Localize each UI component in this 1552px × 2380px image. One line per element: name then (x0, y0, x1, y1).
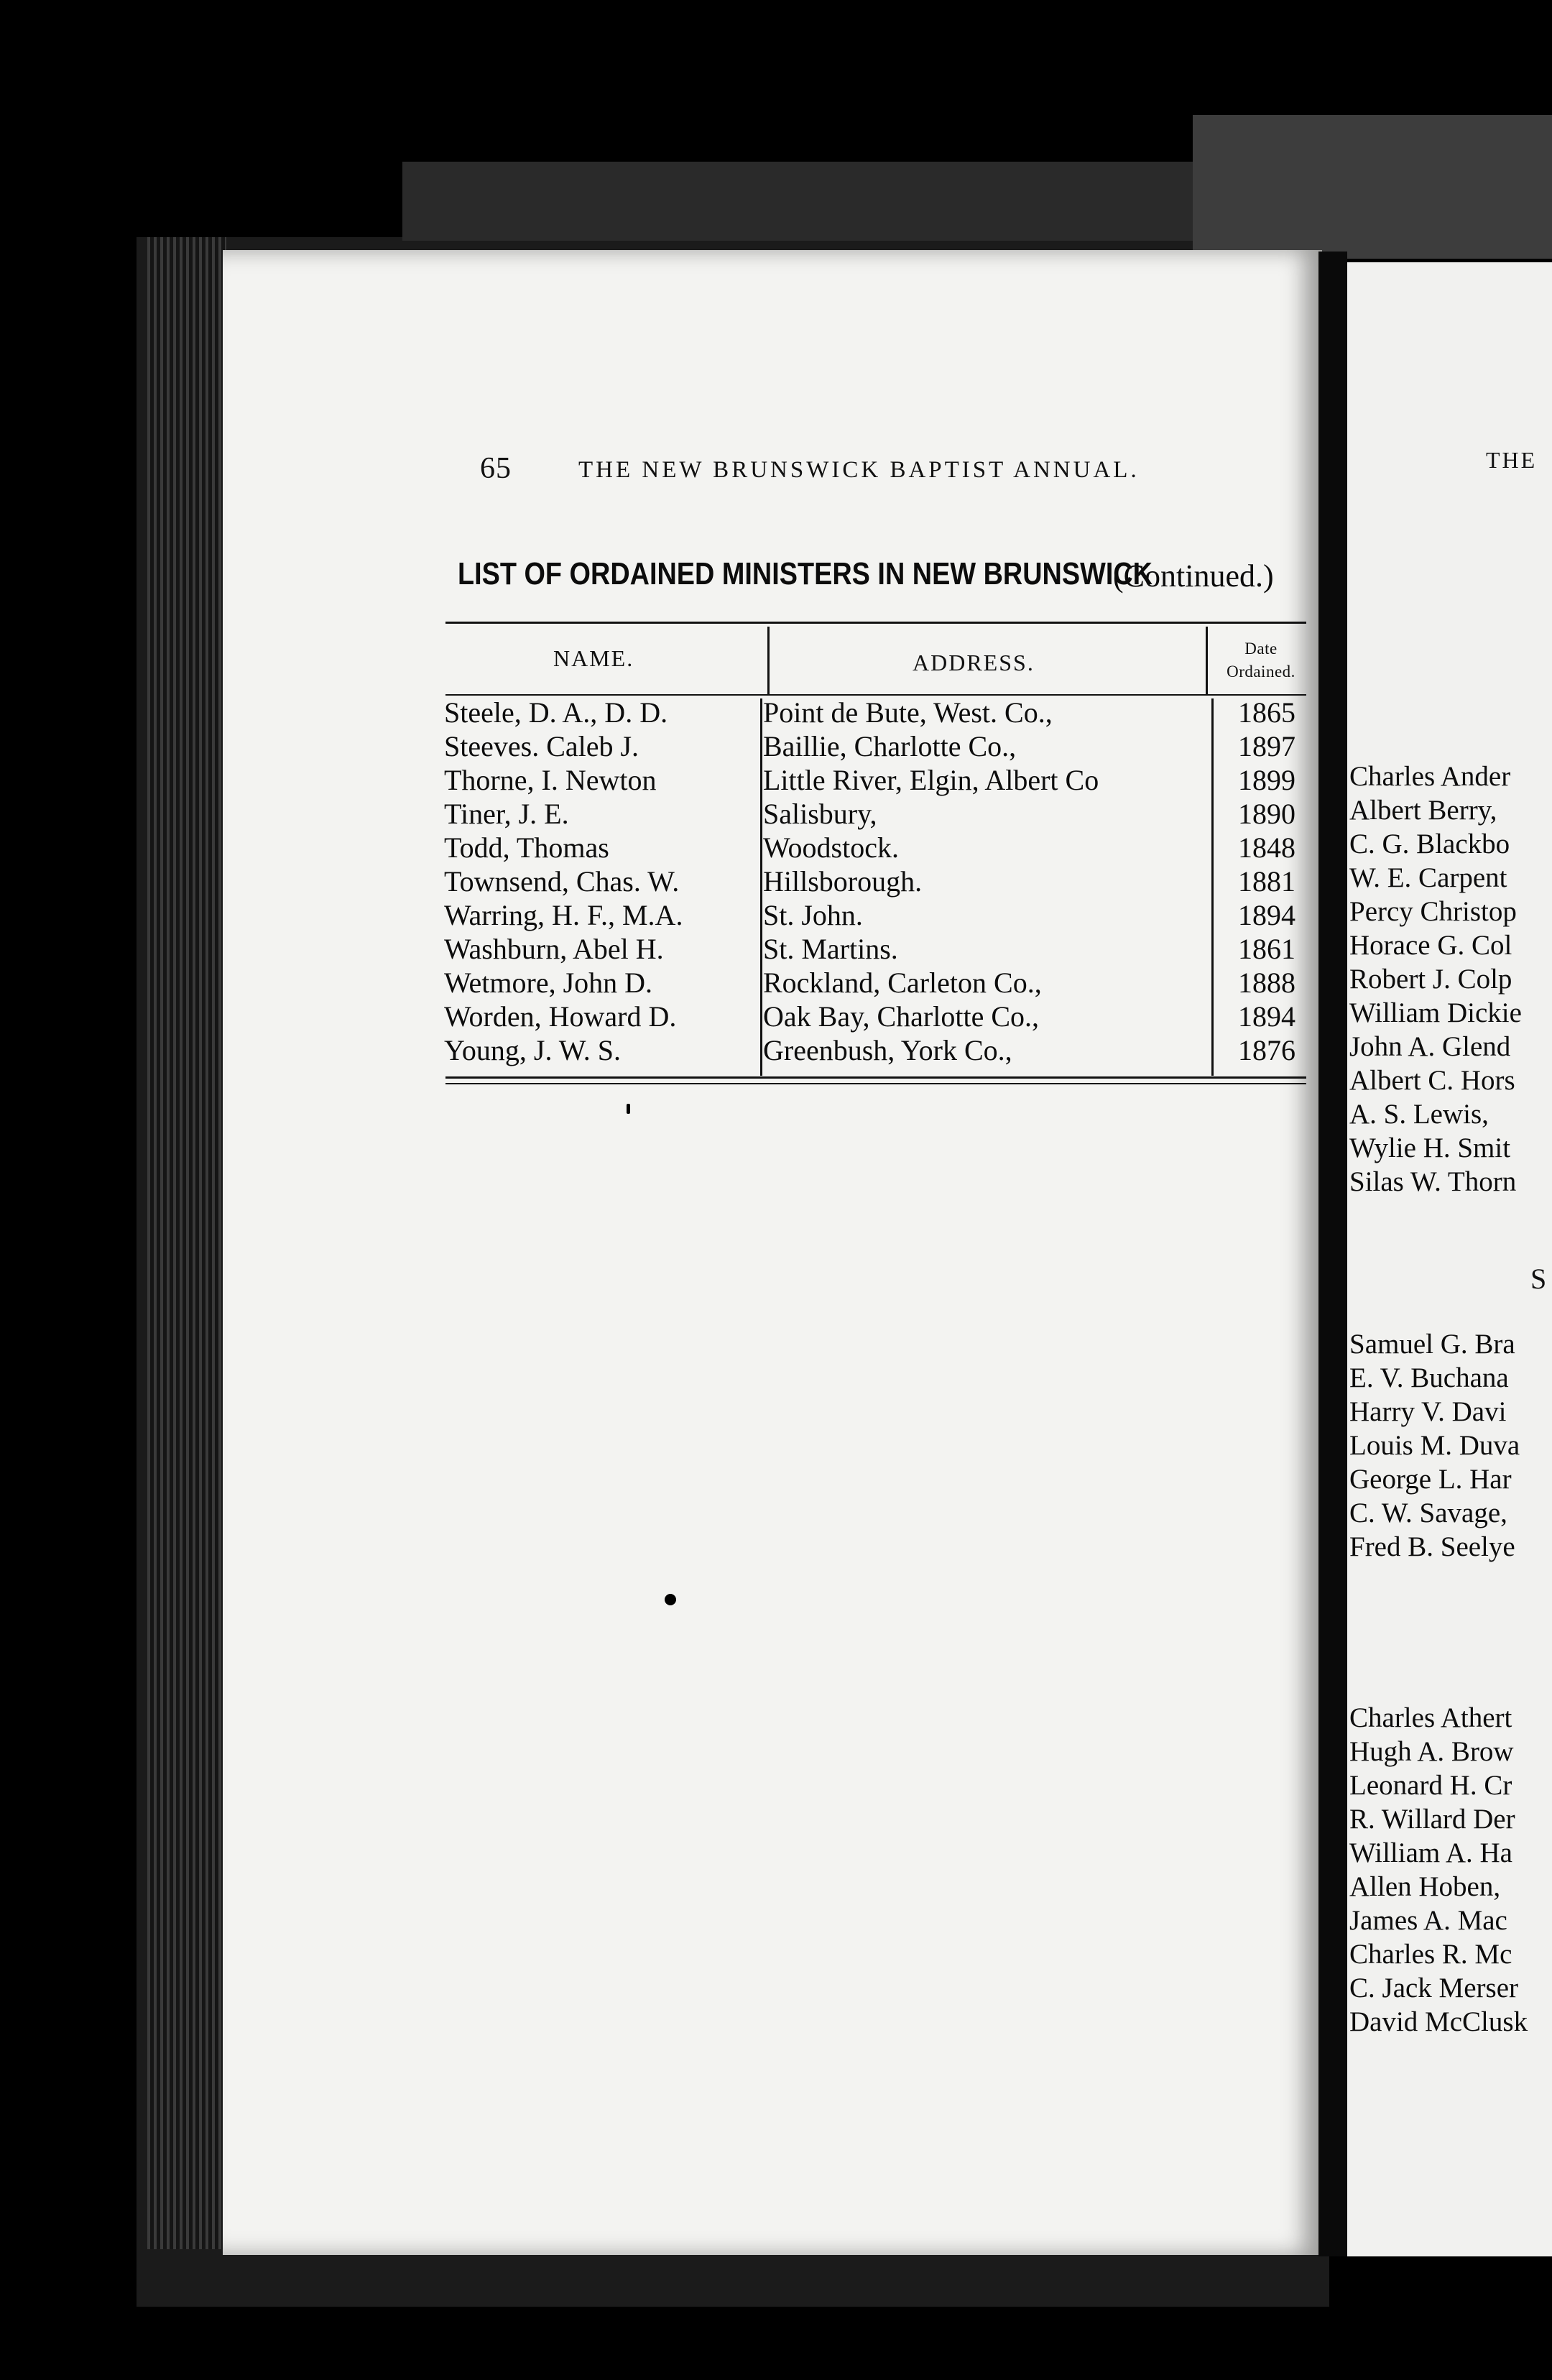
minister-name: Steeves. Caleb J. (444, 730, 639, 762)
list-title-main: LIST OF ORDAINED MINISTERS IN NEW BRUNSWICK (458, 556, 1153, 591)
minister-address: Greenbush, York Co., (763, 1034, 1012, 1066)
right-page-line: C. Jack Merser (1349, 1973, 1519, 2003)
table-top-rule (445, 622, 1306, 624)
list-title-continued: (Continued.) (1113, 558, 1274, 594)
right-page-line: Harry V. Davi (1349, 1396, 1507, 1427)
right-page-line: C. G. Blackbo (1349, 829, 1510, 859)
right-page-line: James A. Mac (1349, 1905, 1507, 1936)
column-header-date (1214, 637, 1308, 683)
right-page-line: Percy Christop (1349, 896, 1517, 927)
list-title (458, 556, 1274, 594)
minister-address: St. John. (763, 899, 863, 931)
table-bottom-rule (445, 1076, 1306, 1079)
right-page-line: Charles Ander (1349, 761, 1511, 792)
date-ordained: 1865 (1238, 696, 1295, 729)
minister-address: Little River, Elgin, Albert Co (763, 764, 1099, 796)
date-ordained: 1897 (1238, 730, 1295, 762)
right-page-line: R. Willard Der (1349, 1804, 1515, 1835)
minister-address: Point de Bute, West. Co., (763, 696, 1053, 729)
minister-address: St. Martins. (763, 933, 898, 965)
minister-name: Steele, D. A., D. D. (444, 696, 668, 729)
right-page-line: Silas W. Thorn (1349, 1166, 1517, 1197)
date-ordained: 1894 (1238, 1000, 1295, 1033)
column-divider-body-2 (1211, 698, 1214, 1076)
right-page-section-letter: S (1530, 1263, 1547, 1295)
minister-name: Tiner, J. E. (444, 798, 569, 830)
column-divider-body-1 (760, 698, 762, 1076)
right-page-line: William Dickie (1349, 997, 1522, 1028)
right-page-line: Albert C. Hors (1349, 1065, 1515, 1096)
right-page-line: Samuel G. Bra (1349, 1329, 1515, 1360)
ink-spot (627, 1104, 630, 1114)
right-page-line: A. S. Lewis, (1349, 1099, 1489, 1130)
date-ordained: 1876 (1238, 1034, 1295, 1066)
minister-address: Hillsborough. (763, 865, 923, 898)
right-page-line: John A. Glend (1349, 1031, 1511, 1062)
date-ordained: 1848 (1238, 831, 1295, 864)
minister-name: Wetmore, John D. (444, 967, 653, 999)
right-page-line: Albert Berry, (1349, 795, 1497, 826)
page-edges (147, 237, 226, 2249)
page-number: 65 (480, 452, 512, 485)
right-page-line: George L. Har (1349, 1464, 1512, 1495)
date-ordained: 1890 (1238, 798, 1295, 830)
right-page-line: W. E. Carpent (1349, 862, 1507, 893)
date-ordained: 1861 (1238, 933, 1295, 965)
column-header-date-line2: Ordained. (1227, 663, 1295, 681)
right-page-line: Charles Athert (1349, 1702, 1512, 1733)
column-header-address: ADDRESS. (913, 650, 1035, 675)
minister-address: Oak Bay, Charlotte Co., (763, 1000, 1040, 1033)
right-page-line: Fred B. Seelye (1349, 1531, 1515, 1562)
column-header-name: NAME. (553, 645, 634, 671)
minister-name: Warring, H. F., M.A. (444, 899, 683, 931)
book-cover-corner (1193, 115, 1552, 259)
ink-spot (665, 1594, 676, 1605)
right-page-line: Charles R. Mc (1349, 1939, 1512, 1970)
left-page (223, 250, 1322, 2255)
minister-address: Woodstock. (763, 831, 899, 864)
date-ordained: 1894 (1238, 899, 1295, 931)
minister-address: Rockland, Carleton Co., (763, 967, 1042, 999)
right-page-line: Wylie H. Smit (1349, 1133, 1511, 1163)
right-page-line: David McClusk (1349, 2006, 1528, 2037)
minister-name: Worden, Howard D. (444, 1000, 677, 1033)
right-page-line: E. V. Buchana (1349, 1362, 1509, 1393)
column-divider-address-date (1206, 627, 1208, 695)
minister-address: Baillie, Charlotte Co., (763, 730, 1017, 762)
right-page-line: Horace G. Col (1349, 930, 1512, 961)
right-page-line: William A. Ha (1349, 1837, 1512, 1868)
right-page-line: Louis M. Duva (1349, 1430, 1520, 1461)
date-ordained: 1888 (1238, 967, 1295, 999)
right-page-line: Robert J. Colp (1349, 964, 1512, 995)
column-header-date-line1: Date (1244, 640, 1278, 658)
right-page-line: Hugh A. Brow (1349, 1736, 1514, 1767)
right-page-line: Allen Hoben, (1349, 1871, 1501, 1902)
date-ordained: 1881 (1238, 865, 1295, 898)
table-bottom-rule-2 (445, 1083, 1306, 1084)
right-page-line: C. W. Savage, (1349, 1498, 1507, 1528)
book-gutter (1318, 252, 1347, 2256)
minister-name: Townsend, Chas. W. (444, 865, 680, 898)
right-page-line: Leonard H. Cr (1349, 1770, 1512, 1801)
column-divider-name-address (767, 627, 770, 695)
minister-name: Todd, Thomas (444, 831, 609, 864)
right-page-running-head: THE (1486, 447, 1538, 473)
date-ordained: 1899 (1238, 764, 1295, 796)
minister-name: Washburn, Abel H. (444, 933, 664, 965)
minister-name: Young, J. W. S. (444, 1034, 622, 1066)
minister-name: Thorne, I. Newton (444, 764, 657, 796)
minister-address: Salisbury, (763, 798, 877, 830)
running-head: THE NEW BRUNSWICK BAPTIST ANNUAL. (578, 457, 1140, 483)
